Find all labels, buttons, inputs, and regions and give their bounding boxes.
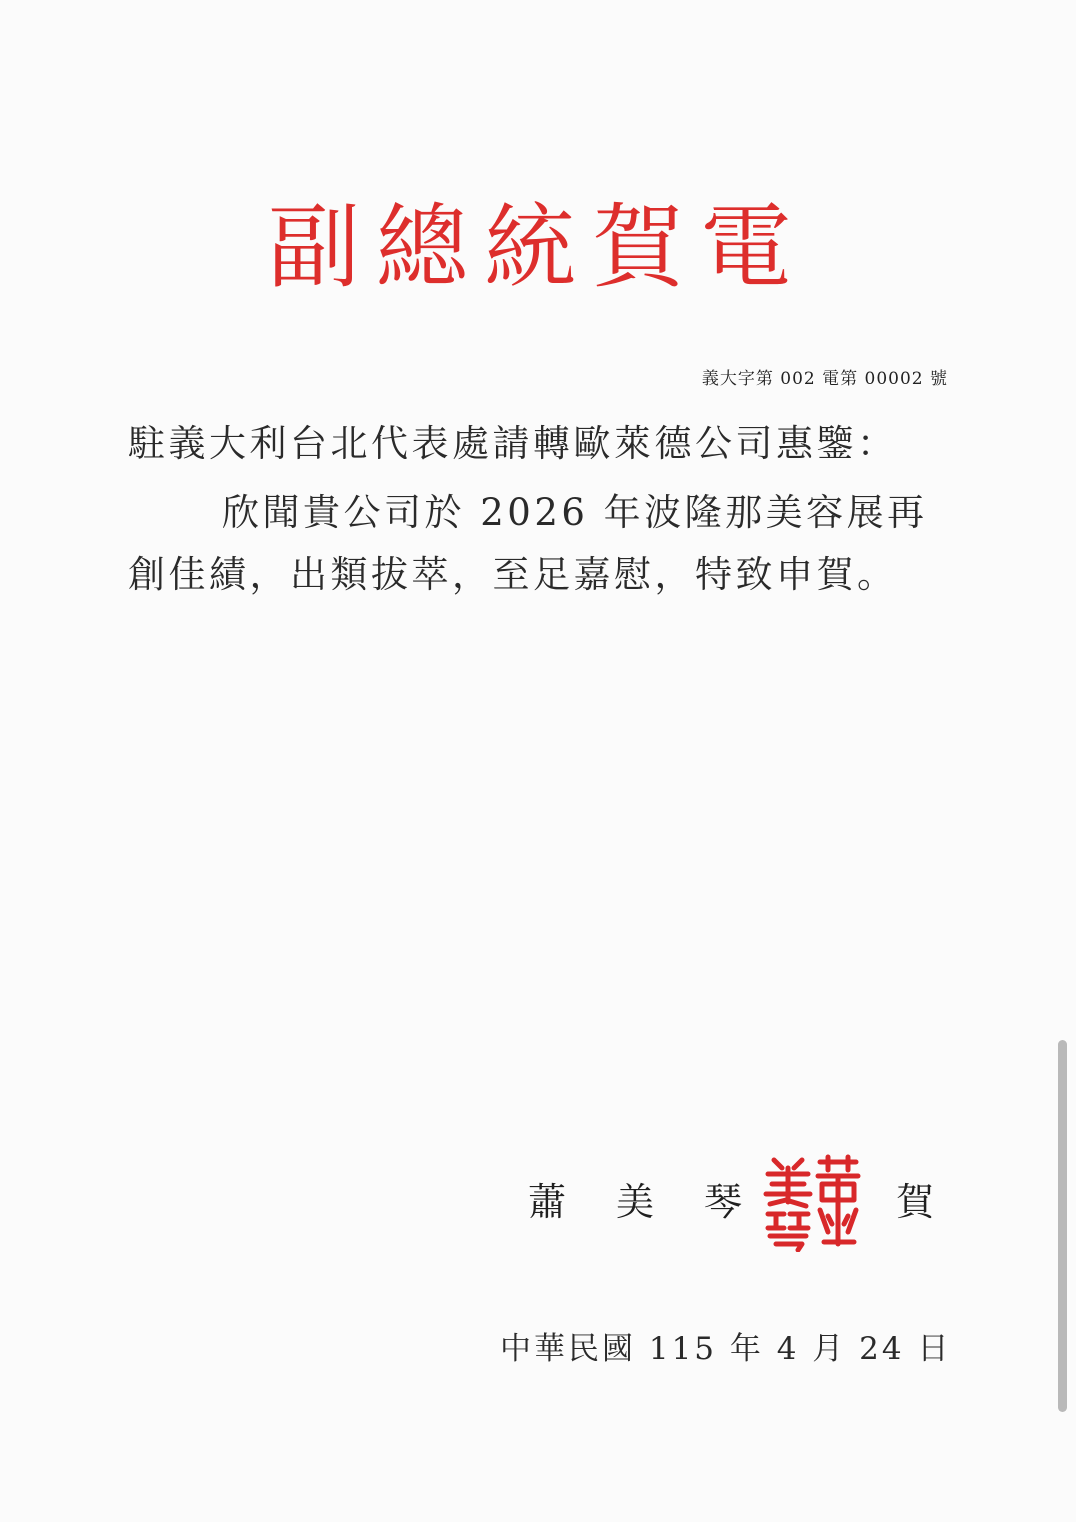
vertical-scrollbar[interactable] [1058,1040,1067,1412]
document-date: 中華民國 115 年 4 月 24 日 [500,1331,952,1367]
message-line-1: 欣聞貴公司於 2026 年波隆那美容展再 [222,491,928,534]
signatory-name: 蕭美琴 [528,1180,793,1224]
addressee-line: 駐義大利台北代表處請轉歐萊德公司惠鑒： [128,422,898,465]
message-line-2: 創佳績，出類拔萃，至足嘉慰，特致申賀。 [128,553,898,596]
red-square-seal-icon [762,1154,862,1252]
reference-number: 義大字第 002 電第 00002 號 [701,369,948,389]
document-title: 副總統賀電 [267,194,808,301]
congratulation-word: 賀 [896,1180,935,1224]
message-body [128,482,958,606]
